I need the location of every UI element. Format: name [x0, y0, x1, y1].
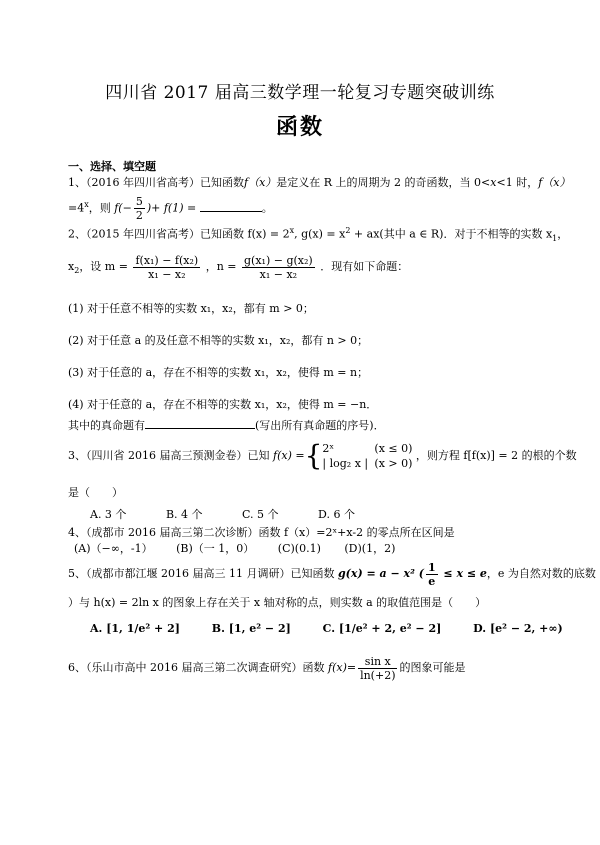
- math-expr: )+ f(1) =: [146, 201, 197, 215]
- option-a[interactable]: A. [1, 1/e² + 2]: [90, 622, 180, 635]
- question-text: + ax(其中 a ∈ R)．对于不相等的实数 x: [350, 227, 553, 241]
- question-label: 3、: [68, 449, 86, 462]
- question-text: 已知: [247, 449, 270, 462]
- question-text: ，则: [88, 201, 111, 215]
- math-expr: f（x）: [538, 176, 571, 189]
- question-6-line-1: [68, 654, 465, 682]
- math-var: x: [68, 260, 75, 273]
- piecewise-cases: [322, 441, 412, 471]
- question-text: （乐山市高中 2016 届高三第二次调查研究）函数: [86, 661, 325, 674]
- math-exponent: x: [84, 200, 89, 209]
- option-d[interactable]: D. 6 个: [318, 508, 355, 521]
- question-source: （四川省 2016 届高三预测金卷）: [86, 449, 248, 462]
- option-a[interactable]: (A)（−∞，-1）: [74, 542, 153, 555]
- math-expr: ≤ x ≤ e: [439, 567, 487, 580]
- fraction-m: [133, 254, 200, 281]
- option-d[interactable]: D. [e² − 2, +∞): [473, 622, 563, 635]
- question-4-options: [74, 542, 431, 556]
- math-var: x: [490, 176, 497, 189]
- question-label: 6、: [68, 661, 86, 674]
- proposition-4: (4) 对于任意的 a，存在不相等的实数 x₁，x₂，使得 m = −n．: [68, 398, 378, 411]
- math-exponent: x: [289, 226, 295, 235]
- question-2-line-1: [68, 224, 568, 246]
- case-cond: (x > 0): [374, 457, 413, 470]
- option-a[interactable]: A. 3 个: [90, 508, 127, 521]
- question-2-tail: [68, 418, 385, 433]
- question-source: （2016 年四川省高考）: [86, 176, 200, 189]
- proposition-3: (3) 对于任意的 a，存在不相等的实数 x₁，x₂，使得 m = n；: [68, 366, 369, 379]
- option-b[interactable]: (B)（一 1，0）: [176, 542, 255, 555]
- question-label: 5、: [68, 567, 86, 580]
- question-text: , g(x) = x: [294, 227, 346, 241]
- question-3-options: [90, 508, 391, 522]
- fraction-numerator: sin x: [358, 655, 397, 669]
- question-5-options: [90, 622, 599, 636]
- case-expr: | log₂ x |: [322, 457, 369, 470]
- math-expr: f(x)=: [328, 661, 357, 674]
- question-text: <1 时，: [496, 176, 539, 189]
- option-b[interactable]: B. [1, e² − 2]: [211, 622, 291, 635]
- answer-blank[interactable]: [200, 201, 262, 212]
- question-text: 已知函数: [200, 176, 244, 189]
- question-text: ，设 m =: [79, 260, 128, 273]
- case-cond: (x ≤ 0): [374, 442, 413, 455]
- math-expr: =4: [68, 201, 85, 215]
- question-text: ，n =: [205, 260, 237, 273]
- fraction-n: [242, 254, 315, 281]
- question-text: ，e 为自然对数的底数: [486, 567, 596, 580]
- fraction-denominator: 2: [135, 209, 143, 223]
- option-c[interactable]: C. [1/e² + 2, e² − 2]: [322, 622, 442, 635]
- question-label: 2、: [68, 227, 86, 241]
- math-subscript: 2: [74, 266, 80, 276]
- proposition-2: (2) 对于任意 a 的及任意不相等的实数 x₁，x₂，都有 n > 0；: [68, 334, 369, 347]
- fraction-denominator: ln(+2): [360, 668, 396, 682]
- question-text: ，: [557, 227, 569, 241]
- fraction: [134, 195, 145, 222]
- fraction-numerator: f(x₁) − f(x₂): [135, 253, 199, 267]
- question-1-line-1: [68, 176, 570, 190]
- brace: {: [304, 439, 323, 472]
- option-b[interactable]: B. 4 个: [165, 508, 203, 521]
- fraction: [358, 655, 397, 682]
- question-text: 已知函数 f(x) = 2: [200, 227, 290, 241]
- fraction-denominator: x₁ − x₂: [259, 267, 298, 281]
- option-d[interactable]: (D)(1，2): [344, 542, 396, 555]
- question-4-line-1: [68, 526, 455, 540]
- fraction: [426, 561, 438, 588]
- question-text: ．现有如下命题：: [320, 260, 409, 273]
- math-subscript: 1: [552, 233, 558, 243]
- fraction-numerator: 5: [135, 195, 143, 209]
- question-1-line-2: [68, 192, 273, 222]
- option-c[interactable]: (C)(0.1): [277, 542, 321, 555]
- math-expr: f(x) =: [273, 449, 305, 462]
- question-label: 4、: [68, 526, 86, 539]
- question-label: 1、: [68, 176, 86, 189]
- question-text: (写出所有真命题的序号)．: [255, 419, 385, 432]
- question-text: 的图象可能是: [399, 661, 466, 674]
- fraction-denominator: e: [428, 574, 436, 588]
- question-text: （成都市 2016 届高三第二次诊断）函数 f（x）=2ˣ+x-2 的零点所在区间是: [86, 526, 455, 539]
- question-source: （2015 年四川省高考）: [86, 227, 200, 241]
- question-3-line-2: 是（ ）: [68, 486, 123, 499]
- math-expr: g(x) = a − x² (: [337, 567, 424, 580]
- question-text: 其中的真命题有: [68, 419, 145, 432]
- option-c[interactable]: C. 5 个: [242, 508, 279, 521]
- math-exponent: 2: [345, 226, 351, 235]
- question-2-line-2: [68, 252, 408, 286]
- proposition-1: (1) 对于任意不相等的实数 x₁，x₂，都有 m > 0；: [68, 302, 314, 315]
- question-text: 是定义在 R 上的周期为 2 的奇函数，当 0<: [276, 176, 491, 189]
- answer-blank[interactable]: [145, 418, 255, 429]
- fraction-numerator: g(x₁) − g(x₂): [244, 253, 313, 267]
- case-expr: 2ˣ: [322, 442, 335, 455]
- math-expr: f（x）: [244, 176, 277, 189]
- fraction-denominator: x₁ − x₂: [148, 267, 186, 281]
- question-text: ，则方程 f[f(x)] = 2 的根的个数: [415, 449, 577, 462]
- page-subtitle: 函数: [275, 114, 324, 140]
- math-expr: f(−: [114, 201, 132, 215]
- question-5-line-1: [68, 560, 596, 588]
- question-text: （成都市都江堰 2016 届高三 11 月调研）已知函数: [86, 567, 335, 580]
- section-heading: 一、选择、填空题: [68, 160, 156, 173]
- fraction-numerator: 1: [427, 560, 436, 574]
- question-text: 。: [261, 201, 273, 215]
- question-3-line-1: [68, 440, 577, 472]
- question-5-line-2: ）与 h(x) = 2ln x 的图象上存在关于 x 轴对称的点，则实数 a 的取值范围是（ ）: [68, 596, 487, 609]
- page-title: 四川省 2017 届高三数学理一轮复习专题突破训练: [105, 83, 495, 103]
